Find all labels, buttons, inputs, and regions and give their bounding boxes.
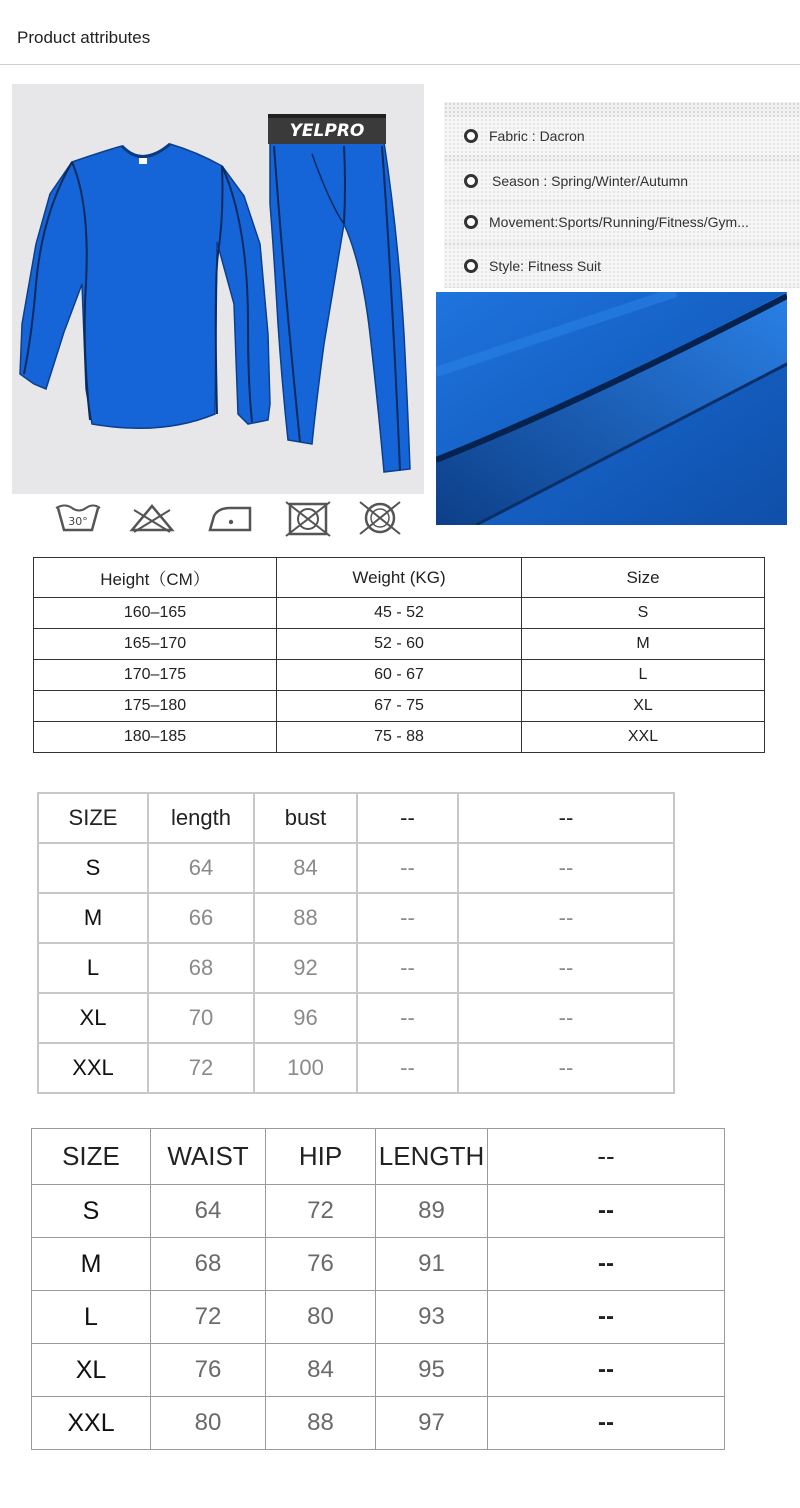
table-cell: -- [357, 893, 458, 943]
header-bust: bust [254, 793, 357, 843]
table-cell: 64 [151, 1185, 266, 1238]
table-cell: -- [488, 1238, 725, 1291]
table-row [38, 993, 674, 1043]
table-cell: 76 [151, 1344, 266, 1397]
table-cell: 60 - 67 [277, 660, 522, 691]
table-cell: 96 [254, 993, 357, 1043]
header-size: SIZE [38, 793, 148, 843]
table-header-row [38, 793, 674, 843]
table-cell: 68 [151, 1238, 266, 1291]
header-height: Height（CM） [34, 558, 277, 598]
header-weight: Weight (KG) [277, 558, 522, 598]
table-cell: 80 [266, 1291, 376, 1344]
table-cell: 70 [148, 993, 254, 1043]
table-cell: -- [458, 843, 674, 893]
table-cell: 165–170 [34, 629, 277, 660]
table-cell: -- [357, 843, 458, 893]
table-cell: 75 - 88 [277, 722, 522, 753]
table-cell: 64 [148, 843, 254, 893]
size-cell: XXL [32, 1397, 151, 1450]
table-cell: 100 [254, 1043, 357, 1093]
table-row [34, 598, 765, 629]
table-header-row [32, 1129, 725, 1185]
table-cell: 160–165 [34, 598, 277, 629]
table-cell: 95 [376, 1344, 488, 1397]
bullet-icon [464, 215, 478, 229]
table-cell: 76 [266, 1238, 376, 1291]
header-size: Size [522, 558, 765, 598]
table-cell: L [522, 660, 765, 691]
attribute-movement [444, 203, 800, 241]
table-cell: 67 - 75 [277, 691, 522, 722]
header-length: LENGTH [376, 1129, 488, 1185]
table-cell: 84 [254, 843, 357, 893]
height-weight-size-table [33, 557, 765, 753]
svg-text:30°: 30° [68, 515, 88, 528]
table-row [34, 722, 765, 753]
pants-illustration [268, 114, 410, 472]
table-cell: -- [488, 1185, 725, 1238]
header-hip: HIP [266, 1129, 376, 1185]
table-row [38, 943, 674, 993]
table-cell: -- [488, 1397, 725, 1450]
table-cell: M [522, 629, 765, 660]
table-cell: XL [522, 691, 765, 722]
table-header-row [34, 558, 765, 598]
bullet-icon [464, 174, 478, 188]
table-row [38, 1043, 674, 1093]
table-row [32, 1344, 725, 1397]
table-cell: 72 [148, 1043, 254, 1093]
table-cell: -- [458, 993, 674, 1043]
pants-measurement-table [31, 1128, 725, 1450]
size-cell: L [38, 943, 148, 993]
header-size: SIZE [32, 1129, 151, 1185]
table-row [32, 1291, 725, 1344]
wash-30-icon [52, 498, 104, 538]
header-length: length [148, 793, 254, 843]
no-bleach-icon [126, 498, 178, 538]
table-cell: 91 [376, 1238, 488, 1291]
care-icons [44, 498, 414, 538]
table-cell: -- [458, 893, 674, 943]
table-cell: XXL [522, 722, 765, 753]
size-cell: XL [32, 1344, 151, 1397]
table-row [32, 1238, 725, 1291]
table-cell: 89 [376, 1185, 488, 1238]
table-cell: -- [458, 1043, 674, 1093]
table-cell: 92 [254, 943, 357, 993]
bullet-icon [464, 129, 478, 143]
table-cell: 84 [266, 1344, 376, 1397]
table-cell: -- [458, 943, 674, 993]
table-cell: 88 [254, 893, 357, 943]
table-cell: 72 [151, 1291, 266, 1344]
table-cell: 88 [266, 1397, 376, 1450]
attribute-text: Movement:Sports/Running/Fitness/Gym... [489, 214, 749, 230]
size-cell: XL [38, 993, 148, 1043]
attributes-panel [444, 102, 800, 288]
iron-low-icon [204, 498, 256, 538]
table-cell: -- [488, 1344, 725, 1397]
table-row [32, 1397, 725, 1450]
table-cell: 170–175 [34, 660, 277, 691]
table-cell: S [522, 598, 765, 629]
attribute-style [444, 247, 800, 285]
no-dry-clean-icon [354, 498, 406, 538]
fabric-swatch [436, 292, 787, 525]
size-cell: L [32, 1291, 151, 1344]
table-cell: 45 - 52 [277, 598, 522, 629]
product-photo [12, 84, 424, 494]
table-row [38, 843, 674, 893]
table-cell: 180–185 [34, 722, 277, 753]
attribute-text: Season : Spring/Winter/Autumn [492, 173, 689, 189]
header-blank: -- [488, 1129, 725, 1185]
table-row [32, 1185, 725, 1238]
size-cell: XXL [38, 1043, 148, 1093]
size-cell: M [32, 1238, 151, 1291]
attribute-text: Fabric : Dacron [489, 128, 585, 144]
table-cell: 93 [376, 1291, 488, 1344]
size-cell: M [38, 893, 148, 943]
table-row [34, 629, 765, 660]
table-cell: -- [357, 943, 458, 993]
shirt-illustration [20, 144, 270, 428]
no-tumble-dry-icon [282, 498, 334, 538]
attribute-season [444, 162, 800, 200]
size-cell: S [38, 843, 148, 893]
table-row [34, 660, 765, 691]
size-cell: S [32, 1185, 151, 1238]
table-cell: 97 [376, 1397, 488, 1450]
table-cell: -- [357, 993, 458, 1043]
table-cell: 68 [148, 943, 254, 993]
bullet-icon [464, 259, 478, 273]
title-divider [0, 64, 800, 65]
table-row [34, 691, 765, 722]
table-cell: 80 [151, 1397, 266, 1450]
svg-text:YELPRO: YELPRO [289, 121, 365, 141]
table-cell: 72 [266, 1185, 376, 1238]
table-row [38, 893, 674, 943]
table-cell: -- [357, 1043, 458, 1093]
top-measurement-table [37, 792, 675, 1094]
table-cell: 175–180 [34, 691, 277, 722]
table-cell: -- [488, 1291, 725, 1344]
attribute-fabric [444, 117, 800, 155]
section-title: Product attributes [17, 28, 151, 47]
header-waist: WAIST [151, 1129, 266, 1185]
header-blank: -- [458, 793, 674, 843]
header-blank: -- [357, 793, 458, 843]
table-cell: 52 - 60 [277, 629, 522, 660]
attribute-text: Style: Fitness Suit [489, 258, 602, 274]
table-cell: 66 [148, 893, 254, 943]
